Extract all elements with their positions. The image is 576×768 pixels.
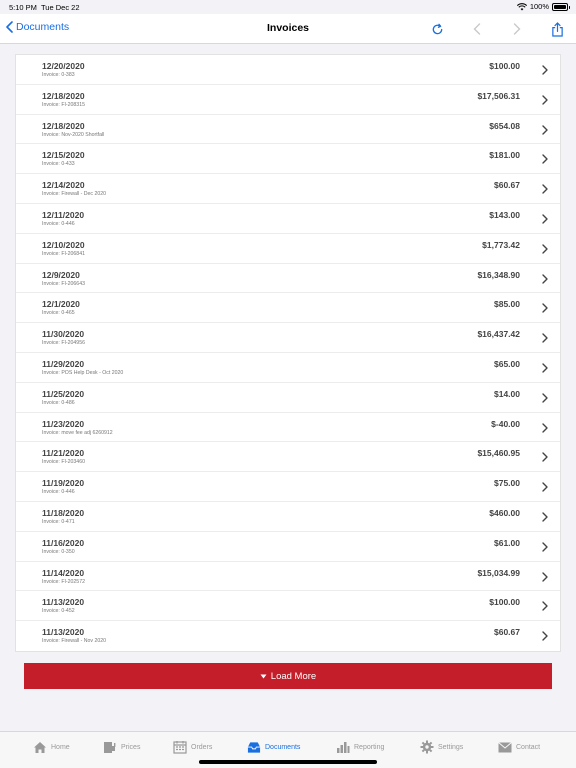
invoice-number: Invoice: POS Help Desk - Oct 2020 (42, 369, 124, 376)
chevron-right-icon (540, 481, 550, 493)
invoice-date: 11/29/2020 (42, 358, 85, 369)
invoice-row[interactable] (16, 323, 560, 353)
invoice-number: Invoice: FI-206841 (42, 250, 85, 257)
invoice-row[interactable] (16, 293, 560, 323)
status-bar (0, 0, 576, 14)
chevron-right-icon (540, 94, 550, 106)
tab-prices[interactable] (103, 740, 140, 754)
invoice-number: Invoice: 0-350 (42, 548, 75, 555)
invoice-number: Invoice: Firewall - Dec 2020 (42, 191, 107, 198)
orders-icon (173, 740, 187, 754)
refresh-button[interactable] (428, 20, 446, 38)
battery-percent: 100% (529, 2, 549, 11)
invoice-amount: $181.00 (489, 150, 520, 161)
tab-orders[interactable] (173, 740, 212, 754)
chevron-right-icon (540, 630, 550, 642)
chevron-right-icon (540, 451, 550, 463)
invoice-row[interactable] (16, 442, 560, 472)
chevron-right-icon (540, 422, 550, 434)
invoice-row[interactable] (16, 562, 560, 592)
tab-settings-label: Settings (438, 743, 464, 751)
invoice-number: Invoice: FI-202572 (42, 578, 85, 585)
refresh-icon (431, 23, 444, 36)
navigation-bar (0, 14, 576, 44)
invoice-amount: $16,348.90 (477, 269, 520, 280)
status-date: Tue Dec 22 (41, 3, 80, 12)
invoice-amount: $16,437.42 (477, 329, 520, 340)
invoice-row[interactable] (16, 174, 560, 204)
chevron-right-icon (540, 183, 550, 195)
tab-settings[interactable] (420, 740, 463, 754)
invoice-amount: $14.00 (494, 388, 520, 399)
chevron-left-icon (473, 23, 481, 35)
chevron-right-icon (540, 153, 550, 165)
invoice-amount: $17,506.31 (477, 90, 520, 101)
tab-documents[interactable] (247, 740, 300, 754)
status-time: 5:10 PM (9, 3, 37, 12)
invoice-row[interactable] (16, 621, 560, 651)
chevron-right-icon (540, 124, 550, 136)
invoice-row[interactable] (16, 383, 560, 413)
invoice-date: 12/11/2020 (42, 209, 85, 220)
chevron-right-icon (540, 332, 550, 344)
documents-icon (247, 740, 261, 754)
invoice-date: 11/13/2020 (42, 597, 85, 608)
invoice-amount: $75.00 (494, 478, 520, 489)
invoice-number: Invoice: 0-446 (42, 489, 75, 496)
tab-reporting[interactable] (336, 740, 384, 754)
invoice-amount: $-40.00 (491, 418, 520, 429)
invoice-number: Invoice: 0-471 (42, 518, 75, 525)
tab-documents-label: Documents (265, 743, 301, 751)
invoice-amount: $1,773.42 (482, 239, 520, 250)
home-icon (33, 740, 47, 754)
invoice-amount: $100.00 (489, 597, 520, 608)
invoice-date: 11/13/2020 (42, 627, 85, 638)
invoice-number: Invoice: FI-203460 (42, 459, 85, 466)
invoice-number: Invoice: 0-452 (42, 608, 75, 615)
invoice-row[interactable] (16, 413, 560, 443)
chevron-right-icon (540, 600, 550, 612)
invoice-row[interactable] (16, 85, 560, 115)
invoice-number: Invoice: 0-465 (42, 310, 75, 317)
chevron-right-icon (540, 571, 550, 583)
status-right (517, 2, 568, 11)
chevron-right-icon (540, 273, 550, 285)
chevron-right-icon (540, 64, 550, 76)
share-icon (551, 22, 564, 37)
invoice-row[interactable] (16, 532, 560, 562)
invoice-amount: $15,034.99 (477, 567, 520, 578)
invoice-date: 11/21/2020 (42, 448, 85, 459)
invoice-date: 11/23/2020 (42, 418, 85, 429)
invoice-date: 11/19/2020 (42, 478, 85, 489)
chevron-right-icon (540, 302, 550, 314)
invoice-date: 11/25/2020 (42, 388, 85, 399)
back-button-label: Documents (16, 21, 70, 33)
chevron-right-icon (540, 243, 550, 255)
share-button[interactable] (548, 20, 566, 38)
invoice-row[interactable] (16, 115, 560, 145)
tab-reporting-label: Reporting (354, 743, 385, 751)
invoice-row[interactable] (16, 234, 560, 264)
invoice-amount: $60.67 (494, 627, 520, 638)
tab-orders-label: Orders (191, 743, 213, 751)
invoice-row[interactable] (16, 264, 560, 294)
tab-home-label: Home (51, 743, 70, 751)
invoice-amount: $460.00 (489, 507, 520, 518)
chevron-right-icon (540, 392, 550, 404)
invoice-amount: $654.08 (489, 120, 520, 131)
chevron-right-icon (513, 23, 521, 35)
invoice-row[interactable] (16, 353, 560, 383)
invoice-date: 12/10/2020 (42, 239, 85, 250)
invoice-number: Invoice: FI-208315 (42, 101, 85, 108)
invoice-number: Invoice: FI-204956 (42, 340, 85, 347)
page-title: Invoices (266, 22, 310, 34)
invoice-number: Invoice: move fee adj 6260912 (42, 429, 113, 436)
invoice-number: Invoice: 0-433 (42, 161, 75, 168)
invoice-row[interactable] (16, 55, 560, 85)
invoice-date: 11/18/2020 (42, 507, 85, 518)
chevron-right-icon (540, 511, 550, 523)
invoice-date: 12/14/2020 (42, 180, 85, 191)
invoice-number: Invoice: Nov-2020 Shortfall (42, 131, 105, 138)
home-indicator (199, 760, 377, 764)
battery-icon (552, 3, 568, 11)
invoice-number: Invoice: 0-446 (42, 220, 75, 227)
reporting-icon (336, 740, 350, 754)
next-button[interactable] (508, 20, 526, 38)
invoice-row[interactable] (16, 472, 560, 502)
invoice-row[interactable] (16, 502, 560, 532)
prices-icon (103, 740, 117, 754)
invoice-date: 12/18/2020 (42, 90, 85, 101)
nav-actions (428, 20, 566, 38)
invoice-amount: $60.67 (494, 180, 520, 191)
invoice-amount: $100.00 (489, 61, 520, 71)
invoice-date: 12/15/2020 (42, 150, 85, 161)
invoice-number: Invoice: 0-383 (42, 72, 75, 78)
invoice-row[interactable] (16, 204, 560, 234)
invoice-date: 12/20/2020 (42, 61, 85, 71)
tab-home[interactable] (33, 740, 70, 754)
load-more-button[interactable] (24, 663, 552, 689)
invoice-date: 12/9/2020 (42, 269, 80, 280)
invoice-date: 11/30/2020 (42, 329, 85, 340)
invoice-amount: $85.00 (494, 299, 520, 310)
caret-down-icon (260, 674, 267, 679)
wifi-icon (517, 3, 527, 11)
tab-bar (0, 731, 576, 768)
tab-contact[interactable] (498, 740, 540, 754)
load-more-label: Load More (270, 670, 317, 682)
invoice-row[interactable] (16, 144, 560, 174)
invoice-number: Invoice: 0-486 (42, 399, 75, 406)
envelope-icon (498, 740, 512, 754)
invoice-amount: $15,460.95 (477, 448, 520, 459)
invoice-amount: $143.00 (489, 209, 520, 220)
gear-icon (420, 740, 434, 754)
invoice-row[interactable] (16, 591, 560, 621)
invoice-date: 11/14/2020 (42, 567, 85, 578)
invoice-number: Invoice: FI-206643 (42, 280, 85, 287)
invoice-date: 11/16/2020 (42, 537, 85, 548)
chevron-right-icon (540, 213, 550, 225)
invoice-amount: $65.00 (494, 358, 520, 369)
invoice-date: 12/18/2020 (42, 120, 85, 131)
chevron-right-icon (540, 362, 550, 374)
previous-button[interactable] (468, 20, 486, 38)
invoice-list (15, 54, 561, 652)
chevron-right-icon (540, 541, 550, 553)
invoice-number: Invoice: Firewall - Nov 2020 (42, 638, 107, 645)
tab-contact-label: Contact (516, 743, 541, 751)
tab-prices-label: Prices (121, 743, 141, 751)
invoice-amount: $61.00 (494, 537, 520, 548)
invoice-date: 12/1/2020 (42, 299, 80, 310)
